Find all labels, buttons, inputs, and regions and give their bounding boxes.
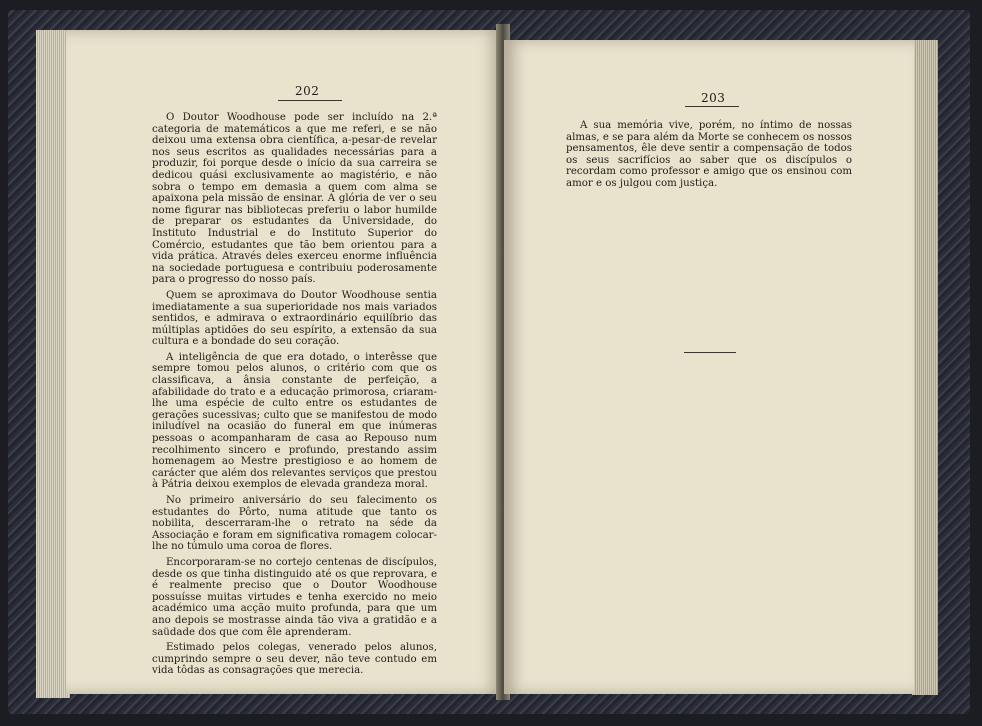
left-page xyxy=(66,30,502,694)
page-edges-left xyxy=(36,30,70,698)
paragraph: No primeiro aniversário do seu falecimento os estudantes do Pôrto, numa atitude que tanto os nobilita, descerraram-lhe o retrato na séde da Associação e foram em significativa romagem colocar-lhe no túmulo uma coroa de flores. xyxy=(152,495,437,553)
end-rule xyxy=(684,352,736,353)
paragraph: Estimado pelos colegas, venerado pelos alunos, cumprindo sempre o seu dever, não teve contudo em vida tôdas as consagrações que merecia. xyxy=(152,642,437,677)
paragraph: Quem se aproximava do Doutor Woodhouse sentia imediatamente a sua superioridade nos mais variados sentidos, e admirava o extraordinário equilíbrio das múltiplas aptidões do seu espírito, a extensão da sua cultura e a bondade do seu coração. xyxy=(152,289,437,348)
paragraph: A sua memória vive, porém, no íntimo de nossas almas, e se para além da Morte se conhecem os nossos pensamentos, êle deve sentir a compensação de todos os seus sacrifícios ao saber que os discípulos o recordam como professor e amigo que os ensinou com amor e os julgou com justiça. xyxy=(566,120,852,189)
left-page-body xyxy=(152,112,437,681)
page-number-left: 202 xyxy=(295,84,320,98)
paragraph: O Doutor Woodhouse pode ser incluído na 2.ª categoria de matemáticos a que me referi, e se não deixou uma extensa obra científica, a-pesar-de revelar nos seus escritos as qualidades necessárias para a produzir, foi porque desde o início da sua carreira se dedicou quási exclusivamente ao magistério, e não sobra o tempo em demasia a quem com alma se apaixona pela missão de ensinar. A glória de ver o seu nome figurar nas bibliotecas preferiu o labor humilde de preparar os estudantes da Universidade, do Instituto Industrial e do Instituto Superior do Comércio, estudantes que tão bem orientou para a vida prática. Através deles exerceu enorme influência na sociedade portuguesa e contribuiu poderosamente para o progresso do nosso país. xyxy=(152,112,437,286)
page-number-rule-right xyxy=(685,106,739,107)
page-edges-right xyxy=(912,40,938,695)
page-number-right: 203 xyxy=(701,91,726,105)
page-number-rule-left xyxy=(278,100,342,101)
right-page xyxy=(504,40,914,694)
right-page-body xyxy=(566,120,852,194)
paragraph: Encorporaram-se no cortejo centenas de discípulos, desde os que tinha distinguido até os que reprovara, e é realmente preciso que o Doutor Woodhouse possuísse muitas virtudes e tenha exercido no meio académico uma acção muito profunda, para que um ano depois se mostrasse ainda tão viva a gratidão e a saüdade dos que com êle aprenderam. xyxy=(152,556,437,638)
paragraph: A inteligência de que era dotado, o interêsse que sempre tomou pelos alunos, o critério com que os classificava, a ânsia constante de perfeição, a afabilidade do trato e a educação primorosa, criaram-lhe uma espécie de culto entre os estudantes de gerações sucessivas; culto que se manifestou de modo iniludível na ocasião do funeral em que inúmeras pessoas o acompanharam de casa ao Repouso num recolhimento sincero e profundo, prestando assim homenagem ao Mestre prestigioso e ao homem de carácter que além dos relevantes serviços que prestou à Pátria deixou exemplos de elevada grandeza moral. xyxy=(152,351,437,491)
